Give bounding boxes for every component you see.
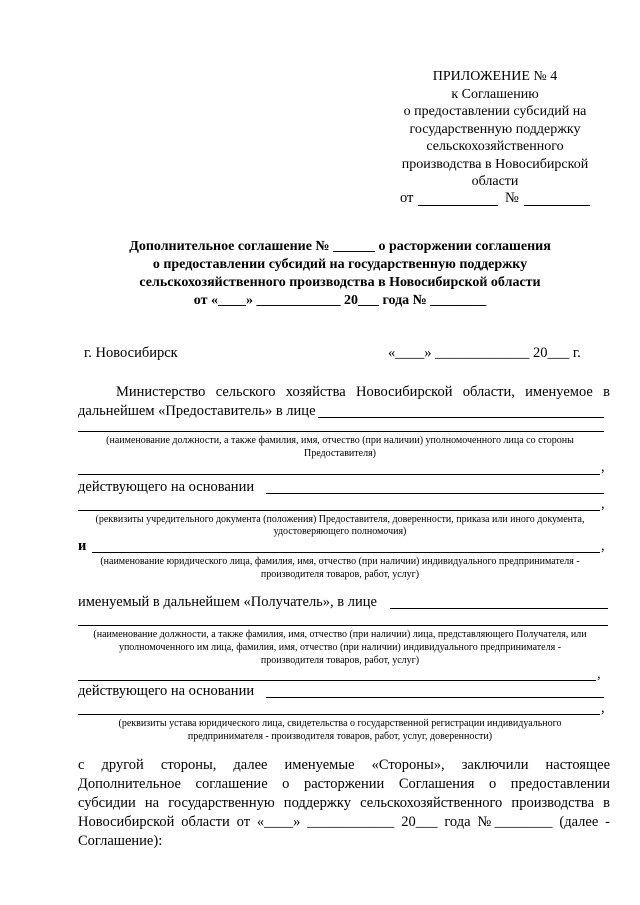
appendix-number-field[interactable] xyxy=(524,205,590,206)
closing-line: Новосибирской области от «____» ____________ 20___ года №________ (далее - xyxy=(78,814,610,830)
comma: , xyxy=(601,496,605,512)
party2-caption3: (реквизиты устава юридического лица, свидетельства о государственной регистрации индивидуального xyxy=(118,718,562,729)
party1-basis-field-2[interactable] xyxy=(78,510,600,511)
party2-caption2: (наименование должности, а также фамилия, имя, отчество (при наличии) лица, представляющего Получателя, или xyxy=(93,629,587,640)
title-line: о предоставлении субсидий на государственную поддержку xyxy=(152,257,528,272)
party2-caption2c: производителя товаров, работ, услуг) xyxy=(260,655,420,666)
and-label: и xyxy=(78,538,87,554)
party2-name-field[interactable] xyxy=(92,552,600,553)
party2-named-label: именуемый в дальнейшем «Получатель», в лице xyxy=(78,594,377,610)
appendix-line: к Соглашению xyxy=(451,86,539,102)
party1-intro-line1: Министерство сельского хозяйства Новосибирской области, именуемое в xyxy=(116,384,610,400)
party2-basis-field-2[interactable] xyxy=(78,714,600,715)
closing-line: субсидии на государственную поддержку сельскохозяйственного производства в xyxy=(78,795,610,811)
party1-basis-field[interactable] xyxy=(266,493,604,494)
appendix-number-label: № xyxy=(505,190,519,206)
party2-caption1: (наименование юридического лица, фамилия, имя, отчество (при наличии) индивидуального предпринимателя - xyxy=(100,556,580,567)
party2-basis-label: действующего на основании xyxy=(78,683,255,699)
party1-caption1: (наименование должности, а также фамилия, имя, отчество (при наличии) уполномоченного лица со стороны xyxy=(106,435,574,446)
closing-line: Дополнительное соглашение о расторжении Соглашения о предоставлении xyxy=(78,776,610,792)
appendix-line: области xyxy=(471,174,519,189)
city-label: г. Новосибирск xyxy=(84,345,178,361)
appendix-date-field[interactable] xyxy=(418,205,498,206)
party2-caption2b: уполномоченного им лица, фамилия, имя, отчество (при наличии) индивидуального предпринимателя - xyxy=(118,642,562,653)
comma: , xyxy=(601,459,605,475)
party2-representative-field[interactable] xyxy=(390,608,608,609)
party2-basis-field[interactable] xyxy=(266,697,604,698)
appendix-line: государственную поддержку xyxy=(409,121,581,137)
party1-caption2b: удостоверяющего полномочия) xyxy=(273,526,407,537)
party1-representative-field-2[interactable] xyxy=(78,431,604,432)
party2-representative-field-3[interactable] xyxy=(78,680,596,681)
party1-caption2: (реквизиты учредительного документа (положения) Предоставителя, доверенности, приказа или иного документа, xyxy=(95,514,585,525)
comma: , xyxy=(601,538,605,554)
appendix-number: ПРИЛОЖЕНИЕ № 4 xyxy=(432,69,558,84)
party1-representative-field[interactable] xyxy=(318,417,604,418)
appendix-line: производства в Новосибирской xyxy=(401,156,589,172)
appendix-line: сельскохозяйственного xyxy=(426,139,564,154)
title-line: от «____» ____________ 20___ года № ________ xyxy=(193,293,487,308)
title-line: сельскохозяйственного производства в Новосибирской области xyxy=(139,275,541,290)
comma: , xyxy=(597,666,601,682)
document-title xyxy=(60,238,620,310)
comma: , xyxy=(601,700,605,716)
party2-caption3b: предпринимателя - производителя товаров, работ, услуг, доверенности) xyxy=(187,731,493,742)
appendix-line: о предоставлении субсидий на xyxy=(403,104,587,119)
closing-line: с другой стороны, далее именуемые «Стороны», заключили настоящее xyxy=(78,757,610,773)
appendix-header xyxy=(380,68,610,191)
party2-representative-field-2[interactable] xyxy=(78,625,608,626)
party1-intro-line2: дальнейшем «Предоставитель» в лице xyxy=(78,403,316,419)
party1-representative-field-3[interactable] xyxy=(78,474,600,475)
closing-line: Соглашение): xyxy=(78,833,163,849)
agreement-date-field[interactable]: «____» _____________ 20___ г. xyxy=(388,345,581,361)
party1-basis-label: действующего на основании xyxy=(78,479,255,495)
title-line: Дополнительное соглашение № ______ о расторжении соглашения xyxy=(129,239,551,254)
appendix-from-label: от xyxy=(400,190,414,206)
party1-caption1b: Предоставителя) xyxy=(303,448,377,459)
party2-caption1b: производителя товаров, работ, услуг) xyxy=(260,569,420,580)
